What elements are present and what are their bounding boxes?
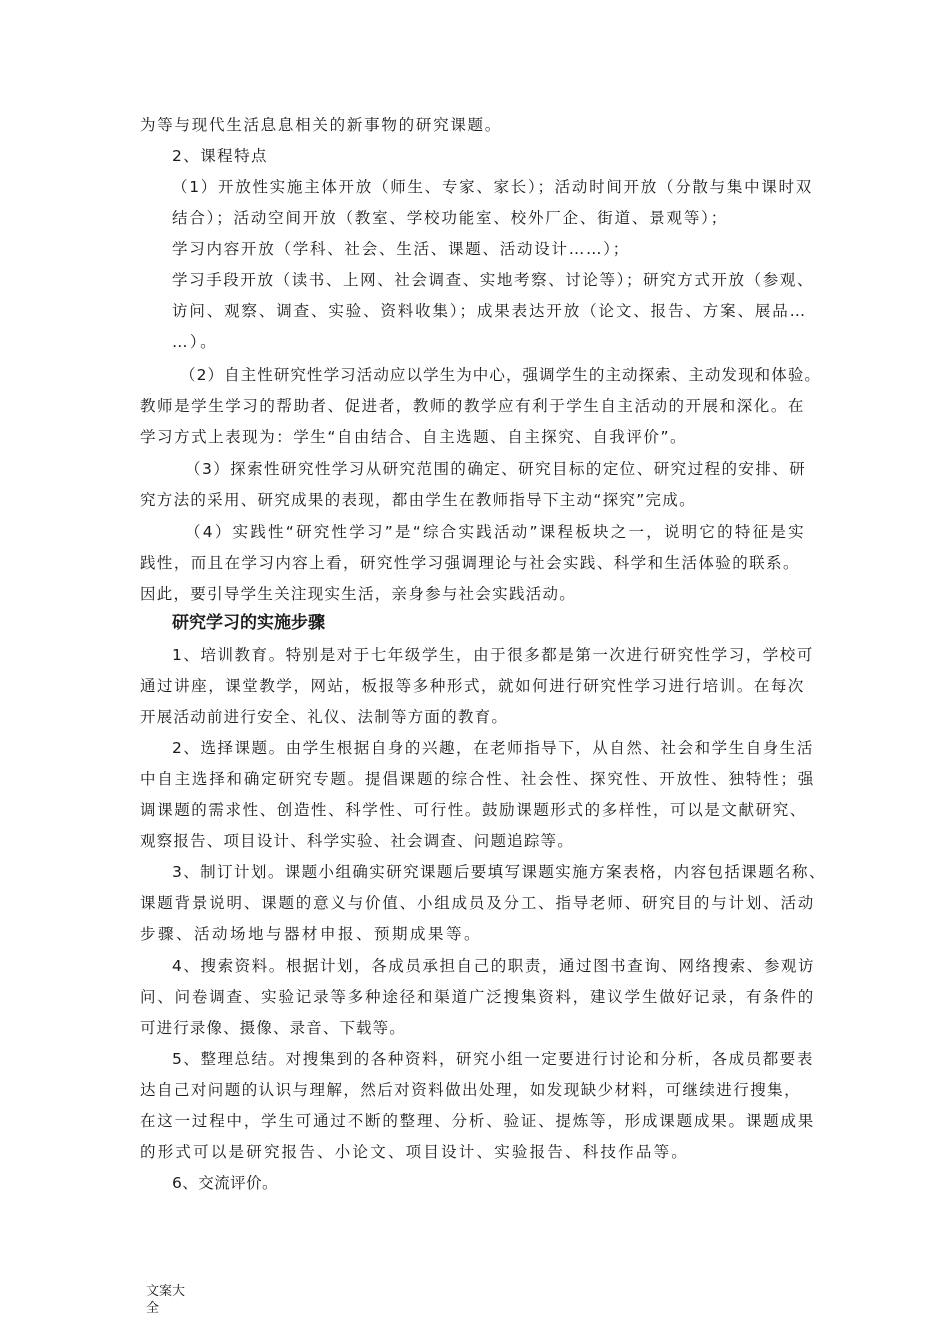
text-line: 通过讲座，课堂教学，网站，板报等多种形式，就如何进行研究性学习进行培训。在每次 [140, 677, 805, 695]
text-line: 2、课程特点 [172, 147, 269, 165]
text-line: 课题背景说明、课题的意义与价值、小组成员及分工、指导老师、研究目的与计划、活动 [140, 894, 816, 912]
text-line: 学习内容开放（学科、社会、生活、课题、活动设计……）； [172, 240, 631, 258]
section-heading: 研究学习的实施步骤 [172, 613, 325, 633]
text-line: 学习手段开放（读书、上网、社会调查、实地考察、讨论等）；研究方式开放（参观、 [172, 271, 815, 289]
text-line: 在这一过程中，学生可通过不断的整理、分析、验证、提炼等，形成课题成果。课题成果 [140, 1112, 816, 1130]
text-line: （3）探索性研究性学习从研究范围的确定、研究目标的定位、研究过程的安排、研 [185, 460, 807, 478]
text-line: 开展活动前进行安全、礼仪、法制等方面的教育。 [140, 708, 509, 726]
text-line: 4、搜索资料。根据计划，各成员承担自己的职责，通过图书查询、网络搜索、参观访 [172, 957, 816, 975]
footer-text: 文案大全 [146, 1284, 186, 1316]
text-line: 步骤、活动场地与器材申报、预期成果等。 [140, 925, 483, 943]
text-line: 学习方式上表现为：学生“自由结合、自主选题、自主探究、自我评价”。 [140, 428, 688, 446]
text-line: 达自己对问题的认识与理解，然后对资料做出处理，如发现缺少材料，可继续进行搜集， [140, 1081, 802, 1099]
text-line: 中自主选择和确定研究专题。提倡课题的综合性、社会性、探究性、开放性、独特性；强 [140, 770, 816, 788]
text-line: 究方法的采用、研究成果的表现，都由学生在教师指导下主动“探究”完成。 [140, 491, 696, 509]
text-line: 的形式可以是研究报告、小论文、项目设计、实验报告、科技作品等。 [140, 1143, 690, 1161]
text-line: 5、整理总结。对搜集到的各种资料，研究小组一定要进行讨论和分析，各成员都要表 [172, 1050, 814, 1068]
text-line: 调课题的需求性、创造性、科学性、可行性。鼓励课题形式的多样性，可以是文献研究、 [140, 801, 807, 819]
text-line: 2、选择课题。由学生根据自身的兴趣，在老师指导下，从自然、社会和学生自身生活 [172, 739, 814, 757]
text-line: （2）自主性研究性学习活动应以学生为中心，强调学生的主动探索、主动发现和体验。 [180, 366, 821, 384]
text-line: 6、交流评价。 [172, 1174, 279, 1192]
text-line: 1、培训教育。特别是对于七年级学生，由于很多都是第一次进行研究性学习，学校可 [172, 646, 814, 664]
text-line: 教师是学生学习的帮助者、促进者，教师的教学应有利于学生自主活动的开展和深化。在 [140, 397, 805, 415]
text-line: …）。 [172, 333, 218, 351]
text-line: 结合）；活动空间开放（教室、学校功能室、校外厂企、街道、景观等）； [172, 209, 729, 227]
text-line: 为等与现代生活息息相关的新事物的研究课题。 [140, 116, 503, 134]
text-line: （1）开放性实施主体开放（师生、专家、家长）；活动时间开放（分散与集中课时双 [172, 178, 813, 196]
text-line: 因此，要引导学生关注现实生活，亲身参与社会实践活动。 [140, 585, 577, 603]
text-line: 可进行录像、摄像、录音、下载等。 [140, 1019, 406, 1037]
text-line: 问、问卷调查、实验记录等多种途径和渠道广泛搜集资料，建议学生做好记录，有条件的 [140, 988, 816, 1006]
text-line: 3、制订计划。课题小组确实研究课题后要填写课题实施方案表格，内容包括课题名称、 [172, 863, 826, 881]
text-line: 观察报告、项目设计、科学实验、社会调查、问题追踪等。 [140, 832, 574, 850]
text-line: （4）实践性“研究性学习”是“综合实践活动”课程板块之一，说明它的特征是实 [185, 523, 806, 541]
text-line: 践性，而且在学习内容上看，研究性学习强调理论与社会实践、科学和生活体验的联系。 [140, 554, 800, 572]
text-line: 访问、观察、调查、实验、资料收集）；成果表达开放（论文、报告、方案、展品… [172, 302, 807, 320]
